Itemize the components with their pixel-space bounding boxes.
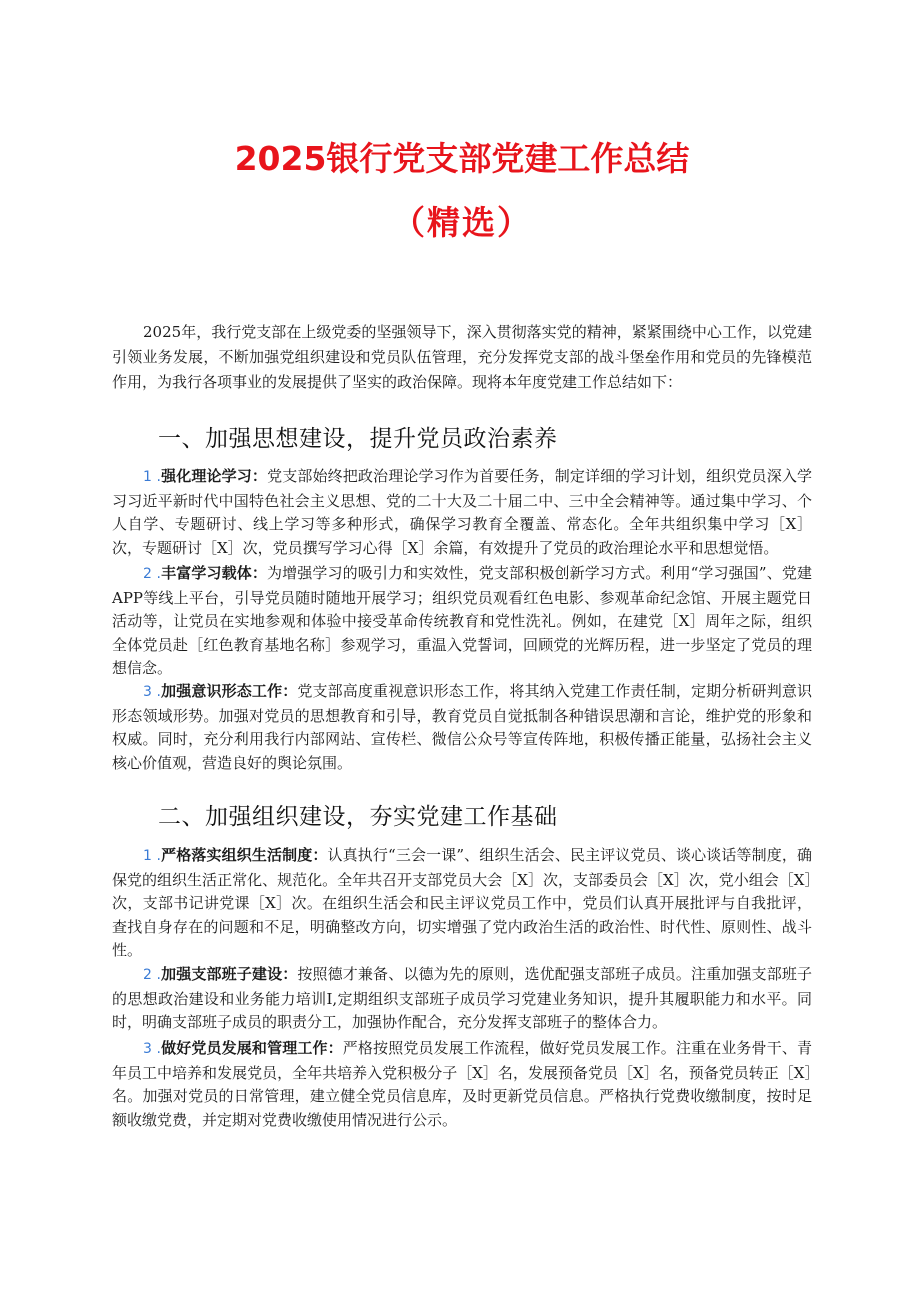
section-heading-1: 一、加强思想建设，提升党员政治素养: [158, 426, 558, 452]
item-text: 为增强学习的吸引力和实效性，党支部积极创新学习方式。利用“学习强国”、党建APP等线上平台，引导党员随时随地开展学习；组织党员观看红色电影、参观革命纪念馆、开展主题党日活动等，让党员在实地参观和体验中接受革命传统教育和党性洗礼。例如，在建党［X］周年之际，组织全体党员赴［红色教育基地名称］参观学习，重温入党誓词，回顾党的光辉历程，进一步坚定了党员的理想信念。: [112, 564, 812, 677]
item-number: 3 .: [143, 1041, 161, 1057]
item-text: 党支部始终把政治理论学习作为首要任务，制定详细的学习计划，组织党员深入学习习近平新时代中国特色社会主义思想、党的二十大及二十届二中、三中全会精神等。通过集中学习、个人自学、专题研讨、线上学习等多种形式，确保学习教育全覆盖、常态化。全年共组织集中学习［X］次，专题研讨［X］次，党员撰写学习心得［X］余篇，有效提升了党员的政治理论水平和思想觉悟。: [112, 467, 812, 557]
item-lead: 强化理论学习：: [160, 467, 268, 485]
item-number: 2 .: [143, 566, 161, 582]
section-2-item-2: [112, 963, 812, 1035]
item-text: 严格按照党员发展工作流程，做好党员发展工作。注重在业务骨干、青年员工中培养和发展党员，全年共培养入党积极分子［X］名，发展预备党员［X］名，预备党员转正［X］名。加强对党员的日常管理，建立健全党员信息库，及时更新党员信息。严格执行党费收缴制度，按时足额收缴党费，并定期对党费收缴使用情况进行公示。: [112, 1039, 812, 1129]
section-heading-2: 二、加强组织建设，夯实党建工作基础: [158, 804, 558, 830]
item-number: 2 .: [143, 967, 161, 983]
intro-paragraph: 2025年，我行党支部在上级党委的坚强领导下，深入贯彻落实党的精神，紧紧围绕中心工作，以党建引领业务发展，不断加强党组织建设和党员队伍管理，充分发挥党支部的战斗堡垒作用和党员的先锋模范作用，为我行各项事业的发展提供了坚实的政治保障。现将本年度党建工作总结如下：: [112, 323, 812, 391]
section-2-item-1: [112, 844, 812, 963]
document-title: 2025银行党支部党建工作总结: [234, 139, 690, 178]
item-lead: 丰富学习载体：: [160, 564, 267, 582]
section-2-item-3: [112, 1037, 812, 1132]
section-1-item-2: [112, 562, 812, 681]
item-number: 3 .: [143, 684, 161, 700]
item-lead: 严格落实组织生活制度：: [160, 846, 328, 864]
item-text: 党支部高度重视意识形态工作，将其纳入党建工作责任制，定期分析研判意识形态领域形势。加强对党员的思想教育和引导，教育党员自觉抵制各种错误思潮和言论，维护党的形象和权威。同时，充分利用我行内部网站、宣传栏、微信公众号等宣传阵地，积极传播正能量，弘扬社会主义核心价值观，营造良好的舆论氛围。: [112, 682, 812, 772]
item-text: 认真执行“三会一课”、组织生活会、民主评议党员、谈心谈话等制度，确保党的组织生活正常化、规范化。全年共召开支部党员大会［X］次，支部委员会［X］次，党小组会［X］次，支部书记讲党课［X］次。在组织生活会和民主评议党员工作中，党员们认真开展批评与自我批评，查找自身存在的问题和不足，明确整改方向，切实增强了党内政治生活的政治性、时代性、原则性、战斗性。: [112, 846, 812, 959]
item-number: 1 .: [143, 469, 161, 485]
document-subtitle: （精选）: [392, 203, 532, 242]
item-number: 1 .: [143, 848, 161, 864]
section-1-item-1: [112, 465, 812, 560]
item-lead: 加强支部班子建设：: [160, 965, 298, 983]
item-lead: 做好党员发展和管理工作：: [160, 1039, 343, 1057]
section-1-item-3: [112, 680, 812, 775]
item-text: 按照德才兼备、以德为先的原则，选优配强支部班子成员。注重加强支部班子的思想政治建设和业务能力培训I,定期组织支部班子成员学习党建业务知识，提升其履职能力和水平。同时，明确支部班子成员的职责分工，加强协作配合，充分发挥支部班子的整体合力。: [112, 965, 812, 1031]
item-lead: 加强意识形态工作：: [160, 682, 298, 700]
